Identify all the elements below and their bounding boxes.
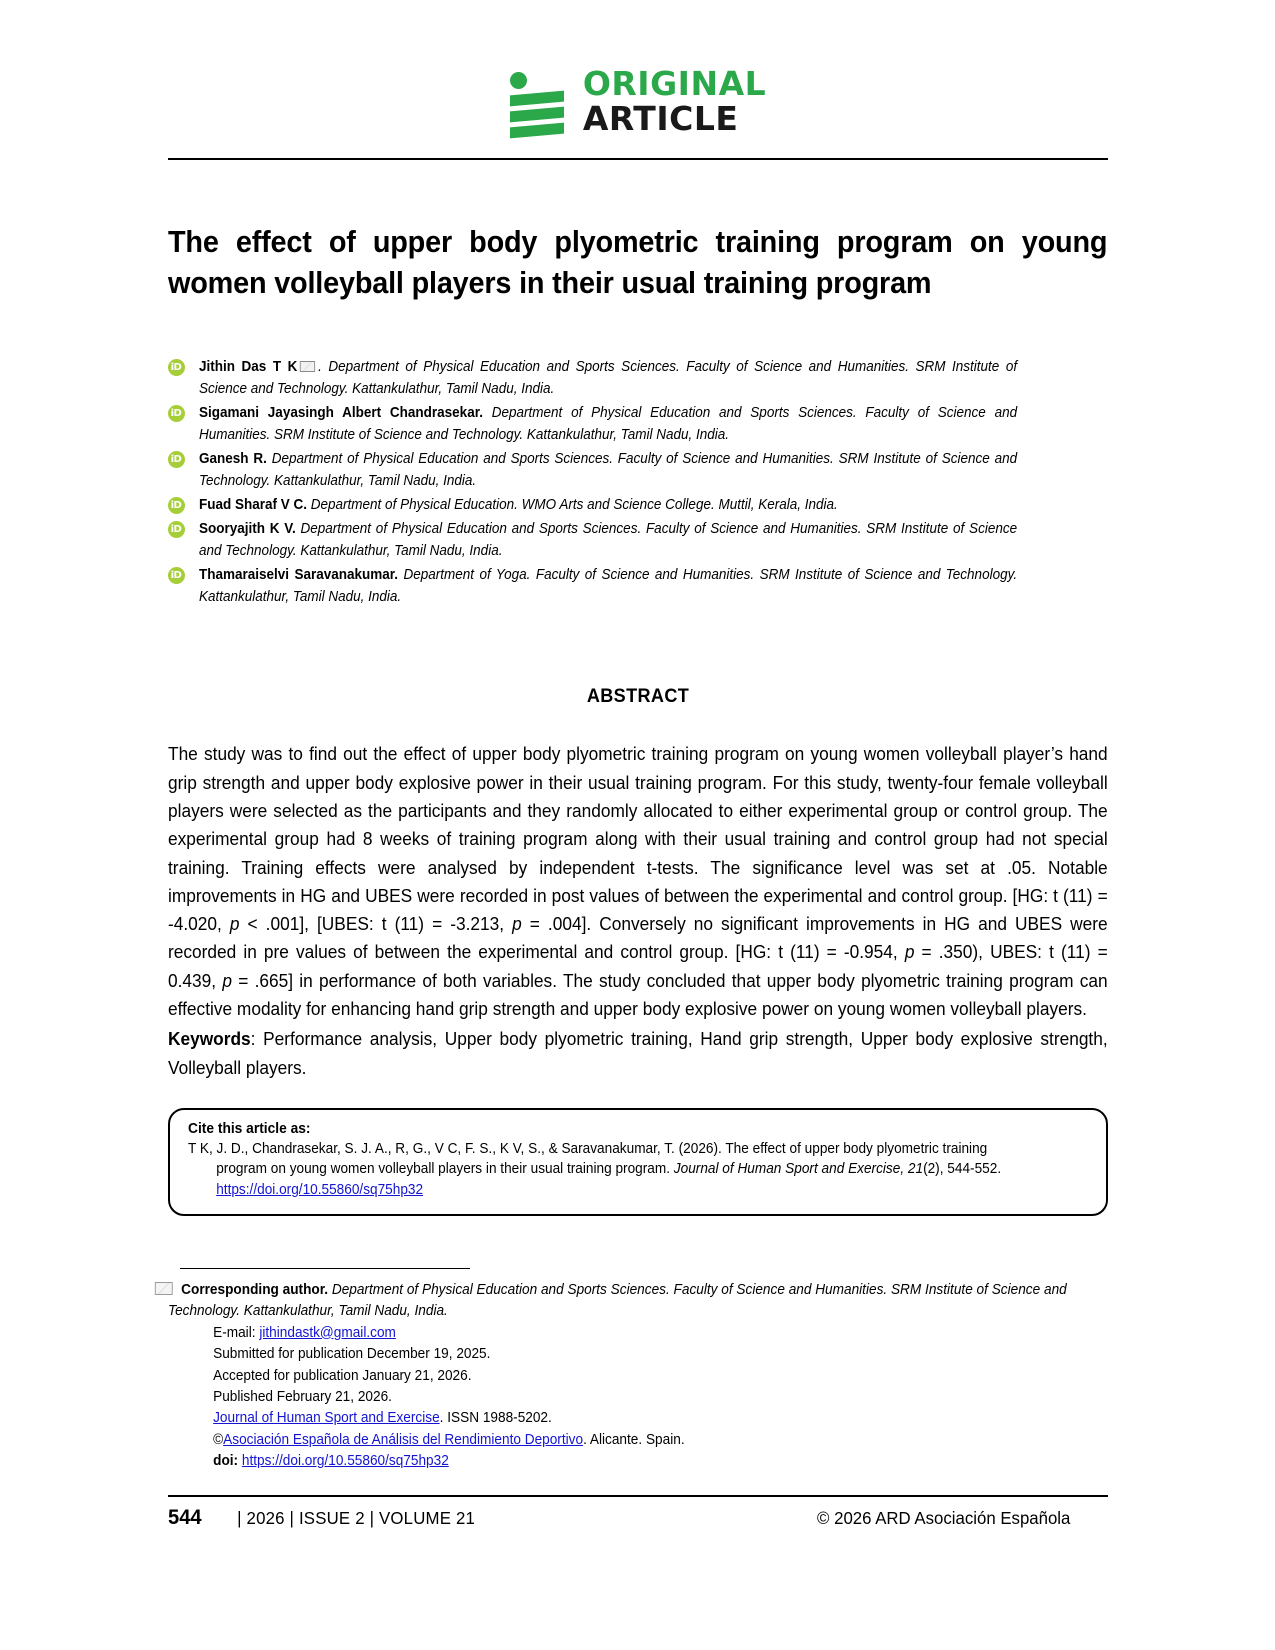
author-name: Ganesh R. — [198, 450, 267, 467]
footnote-section — [168, 1268, 1108, 1473]
abstract-part-2: < .001], [UBES: t (11) = -3.213, — [239, 913, 512, 935]
keywords-label: Keywords — [167, 1028, 251, 1050]
abstract-part-1: The study was to find out the effect of upper body plyometric training program on young women volleyball player’s hand grip strength and upper body explosive power in their usual training program. For this study, twenty-four female volleyball players were selected as the participants and they randomly allocated to either experimental group or control group. The experimental group had 8 weeks of training program along with their usual training and control group had not special training. Training effects were analysed by independent t-tests. The significance level was set at .05. Notable improvements in HG and UBES were recorded in post values of between the experimental and control group. [HG: t (11) = -4.020, — [167, 743, 1108, 935]
orcid-icon[interactable]: iD — [168, 521, 185, 538]
orcid-icon[interactable]: iD — [168, 451, 185, 468]
abstract-stat-p-1: p — [229, 913, 240, 935]
issn-value: . ISSN 1988-5202. — [439, 1410, 552, 1427]
author-entry — [168, 356, 1108, 400]
footnote-email-line — [213, 1323, 1098, 1344]
author-affiliation-text — [199, 494, 1017, 516]
abstract-stat-p-4: p — [221, 969, 232, 991]
doi-line — [213, 1451, 1098, 1472]
footer-copyright: © 2026 ARD Asociación Española — [816, 1507, 1070, 1528]
logo-word-original: ORIGINAL — [582, 64, 767, 104]
abstract-stat-p-3: p — [904, 941, 914, 963]
affiliation: Department of Physical Education and Sports Sciences. Faculty of Science and Humanities. SRM Institute of Science and Technology. Kattankulathur, Tamil Nadu, India. — [198, 403, 1017, 443]
doi-label: doi: — [212, 1453, 242, 1470]
affiliation: Department of Physical Education and Sports Sciences. Faculty of Science and Humanities. SRM Institute of Science and Technology. Kattankulathur, Tamil Nadu, India. — [198, 520, 1017, 560]
submitted-date: Submitted for publication December 19, 2025. — [212, 1346, 490, 1363]
author-entry — [168, 494, 1108, 516]
copyright-symbol: © — [212, 1431, 223, 1448]
author-list — [168, 356, 1108, 609]
page-number: 544 — [167, 1505, 202, 1529]
abstract-heading: ABSTRACT — [586, 686, 689, 708]
logo-word-article: ARTICLE — [582, 98, 739, 138]
email-label: E-mail: — [212, 1324, 259, 1341]
author-name: Jithin Das T K — [198, 357, 297, 375]
footnote-body — [168, 1280, 1099, 1473]
keywords-value: : Performance analysis, Upper body plyometric training, Hand grip strength, Upper body explosive strength, Volleyball players. — [167, 1028, 1108, 1078]
abstract-stat-p-2: p — [511, 913, 522, 935]
corresponding-author-affiliation: Department of Physical Education and Sports Sciences. Faculty of Science and Humanities. SRM Institute of Science and Technology. Kattankulathur, Tamil Nadu, India. — [167, 1281, 1067, 1319]
author-name: Thamaraiselvi Saravanakumar. — [198, 566, 398, 584]
author-entry — [168, 564, 1108, 608]
abstract-body — [168, 740, 1108, 1023]
envelope-icon — [154, 1282, 172, 1295]
email-link[interactable]: jithindastk@gmail.com — [258, 1324, 396, 1341]
affiliation: Department of Physical Education. WMO Arts and Science College. Muttil, Kerala, India. — [306, 496, 838, 514]
published-date: Published February 21, 2026. — [212, 1389, 392, 1406]
cite-journal-name: Journal of Human Sport and Exercise, 21 — [673, 1161, 923, 1178]
cite-box-body — [188, 1139, 1114, 1201]
author-name: Fuad Sharaf V C. — [198, 496, 307, 514]
author-affiliation-text — [199, 402, 1017, 446]
publisher-link[interactable]: Asociación Española de Análisis del Rendimiento Deportivo — [222, 1431, 583, 1448]
publisher-line — [213, 1430, 1098, 1451]
orcid-icon[interactable]: iD — [168, 405, 185, 422]
accepted-date: Accepted for publication January 21, 2026. — [212, 1367, 472, 1384]
header-divider — [168, 158, 1108, 160]
cite-line-2-pre: program on young women volleyball players in their usual training program. — [215, 1161, 674, 1178]
orcid-icon[interactable]: iD — [168, 497, 185, 514]
doi-link[interactable]: https://doi.org/10.55860/sq75hp32 — [241, 1453, 449, 1470]
orcid-icon[interactable]: iD — [168, 567, 185, 584]
author-entry — [168, 402, 1108, 446]
cite-line-1: T K, J. D., Chandrasekar, S. J. A., R, G., V C, F. S., K V, S., & Saravanakumar, T. (2026). The effect of upper body plyometric training — [187, 1140, 987, 1157]
page-header — [168, 0, 1108, 140]
cite-this-article-box — [168, 1108, 1108, 1216]
affiliation: Department of Yoga. Faculty of Science and Humanities. SRM Institute of Science and Technology. Kattankulathur, Tamil Nadu, India. — [198, 566, 1017, 606]
issue-info: | 2026 | ISSUE 2 | VOLUME 21 — [236, 1507, 475, 1528]
cite-line-2-post: (2), 544-552. — [922, 1161, 1001, 1178]
cite-box-title: Cite this article as: — [187, 1120, 310, 1137]
original-article-logo — [168, 62, 1108, 140]
page-title: The effect of upper body plyometric training program on young women volleyball players in their usual training program — [167, 224, 1107, 300]
author-entry — [168, 448, 1108, 492]
author-name: Sigamani Jayasingh Albert Chandrasekar. — [198, 403, 483, 421]
footnote-divider — [180, 1268, 470, 1269]
cite-doi-link[interactable]: https://doi.org/10.55860/sq75hp32 — [215, 1182, 423, 1199]
author-entry — [168, 518, 1108, 562]
journal-link[interactable]: Journal of Human Sport and Exercise — [212, 1410, 440, 1427]
author-name: Sooryajith K V. — [198, 520, 296, 538]
envelope-icon[interactable] — [300, 361, 315, 372]
keywords-line — [168, 1025, 1108, 1082]
cite-line-2 — [188, 1159, 1114, 1180]
author-affiliation-text — [199, 448, 1017, 492]
author-affiliation-text — [199, 564, 1017, 608]
striped-bars-icon — [509, 72, 565, 130]
abstract-part-5: = .665] in performance of both variables. The study concluded that upper body plyometric training program can effective modality for enhancing hand grip strength and upper body explosive power on young women volleyball players. — [167, 969, 1108, 1019]
journal-issn-line — [213, 1408, 1098, 1429]
page-footer — [168, 1506, 1070, 1530]
abstract-part-3: = .004]. Conversely no significant improvements in HG and UBES were recorded in pre values of between the experimental and control group. [HG: t (11) = -0.954, — [167, 913, 1108, 963]
corresponding-author-label: Corresponding author. — [180, 1281, 328, 1298]
footer-divider — [168, 1495, 1108, 1497]
orcid-icon[interactable]: iD — [168, 359, 185, 376]
author-affiliation-text — [199, 356, 1017, 400]
author-affiliation-text — [199, 518, 1017, 562]
affiliation: Department of Physical Education and Sports Sciences. Faculty of Science and Humanities. SRM Institute of Science and Technology. Kattankulathur, Tamil Nadu, India. — [198, 450, 1017, 490]
affiliation: . Department of Physical Education and Sports Sciences. Faculty of Science and Humanities. SRM Institute of Science and Technology. Kattankulathur, Tamil Nadu, India. — [198, 357, 1017, 397]
abstract-part-4: = .350), UBES: t (11) = 0.439, — [167, 941, 1108, 991]
publisher-location: . Alicante. Spain. — [582, 1431, 685, 1448]
